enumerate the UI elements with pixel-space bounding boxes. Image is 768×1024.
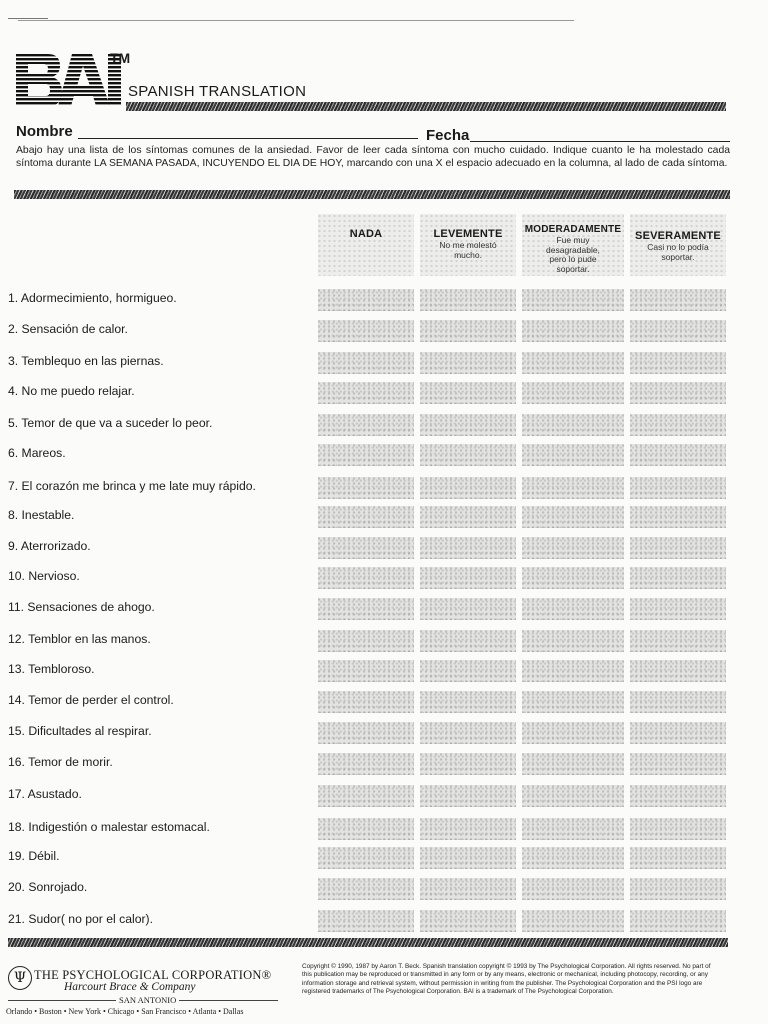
- psi-logo-icon: Ψ: [8, 966, 32, 990]
- publisher-name: THE PSYCHOLOGICAL CORPORATION®: [34, 968, 272, 982]
- response-cell[interactable]: [420, 910, 516, 932]
- column-header-severamente: [630, 230, 726, 262]
- response-cell[interactable]: [420, 477, 516, 499]
- response-cell[interactable]: [522, 598, 624, 620]
- response-cell[interactable]: [420, 289, 516, 311]
- response-cell[interactable]: [630, 477, 726, 499]
- publisher-city: SAN ANTONIO: [116, 995, 179, 1005]
- response-cell[interactable]: [522, 320, 624, 342]
- response-cell[interactable]: [630, 414, 726, 436]
- response-cell[interactable]: [420, 785, 516, 807]
- response-cell[interactable]: [420, 320, 516, 342]
- response-cell[interactable]: [420, 567, 516, 589]
- response-cell[interactable]: [522, 660, 624, 682]
- response-cell[interactable]: [522, 630, 624, 652]
- column-subtitle: Casi no lo podía soportar.: [647, 242, 709, 262]
- response-cell[interactable]: [318, 691, 414, 713]
- symptom-item: 1. Adormecimiento, hormigueo.: [8, 291, 177, 305]
- response-cell[interactable]: [630, 537, 726, 559]
- date-label: Fecha: [426, 127, 470, 144]
- symptom-item: 7. El corazón me brinca y me late muy rápido.: [8, 479, 256, 493]
- response-cell[interactable]: [522, 506, 624, 528]
- symptom-item: 14. Temor de perder el control.: [8, 693, 174, 707]
- response-cell[interactable]: [318, 382, 414, 404]
- symptom-item: 10. Nervioso.: [8, 569, 80, 583]
- symptom-item: 8. Inestable.: [8, 508, 75, 522]
- symptom-item: 15. Dificultades al respirar.: [8, 724, 152, 738]
- symptom-item: 17. Asustado.: [8, 787, 82, 801]
- response-cell[interactable]: [630, 630, 726, 652]
- response-cell[interactable]: [420, 660, 516, 682]
- response-cell[interactable]: [522, 414, 624, 436]
- response-cell[interactable]: [522, 477, 624, 499]
- response-cell[interactable]: [318, 567, 414, 589]
- instructions: Abajo hay una lista de los síntomas comunes de la ansiedad. Favor de leer cada síntoma con mucho cuidado. Indique cuanto le ha molestado cada síntoma durante LA SEMANA PASADA, INCUYENDO EL DIA DE HOY, marcando con una X el espacio adecuado en la columna, al lado de cada síntoma.: [16, 145, 730, 169]
- response-cell[interactable]: [630, 382, 726, 404]
- response-cell[interactable]: [522, 537, 624, 559]
- symptom-item: 6. Mareos.: [8, 446, 66, 460]
- response-cell[interactable]: [420, 537, 516, 559]
- response-cell[interactable]: [630, 598, 726, 620]
- response-cell[interactable]: [630, 567, 726, 589]
- response-cell[interactable]: [318, 818, 414, 840]
- response-cell[interactable]: [522, 818, 624, 840]
- response-cell[interactable]: [420, 691, 516, 713]
- response-cell[interactable]: [630, 847, 726, 869]
- response-cell[interactable]: [318, 785, 414, 807]
- footer-divider: [8, 938, 728, 947]
- symptom-item: 21. Sudor( no por el calor).: [8, 912, 153, 926]
- response-cell[interactable]: [522, 753, 624, 775]
- column-header-nada: [318, 228, 414, 240]
- instructions-divider: [14, 190, 730, 199]
- response-cell[interactable]: [630, 910, 726, 932]
- response-cell[interactable]: [522, 444, 624, 466]
- response-cell[interactable]: [318, 722, 414, 744]
- response-cell[interactable]: [522, 567, 624, 589]
- response-cell[interactable]: [630, 320, 726, 342]
- response-cell[interactable]: [420, 598, 516, 620]
- response-cell[interactable]: [522, 352, 624, 374]
- column-title: LEVEMENTE: [433, 228, 503, 240]
- publisher-cities: Orlando • Boston • New York • Chicago • San Francisco • Atlanta • Dallas: [6, 1007, 244, 1016]
- response-cell[interactable]: [522, 722, 624, 744]
- response-cell[interactable]: [630, 753, 726, 775]
- symptom-item: 4. No me puedo relajar.: [8, 384, 135, 398]
- publisher-logo: [8, 966, 32, 990]
- response-cell[interactable]: [630, 722, 726, 744]
- top-rule: [18, 20, 574, 21]
- response-cell[interactable]: [318, 320, 414, 342]
- response-cell[interactable]: [630, 818, 726, 840]
- name-field[interactable]: [78, 138, 418, 139]
- response-cell[interactable]: [318, 910, 414, 932]
- response-cell[interactable]: [420, 382, 516, 404]
- symptom-item: 20. Sonrojado.: [8, 880, 88, 894]
- response-cell[interactable]: [630, 506, 726, 528]
- date-field[interactable]: [470, 141, 730, 142]
- response-cell[interactable]: [522, 382, 624, 404]
- response-cell[interactable]: [420, 444, 516, 466]
- response-cell[interactable]: [318, 630, 414, 652]
- response-cell[interactable]: [318, 477, 414, 499]
- response-cell[interactable]: [318, 506, 414, 528]
- response-cell[interactable]: [318, 878, 414, 900]
- response-cell[interactable]: [420, 722, 516, 744]
- response-cell[interactable]: [318, 598, 414, 620]
- response-cell[interactable]: [420, 818, 516, 840]
- response-cell[interactable]: [630, 289, 726, 311]
- symptom-item: 16. Temor de morir.: [8, 755, 113, 769]
- response-cell[interactable]: [630, 660, 726, 682]
- symptom-item: 11. Sensaciones de ahogo.: [8, 600, 155, 614]
- response-cell[interactable]: [522, 910, 624, 932]
- column-title: SEVERAMENTE: [635, 230, 721, 242]
- symptom-item: 9. Aterrorizado.: [8, 539, 91, 553]
- response-cell[interactable]: [318, 847, 414, 869]
- symptom-item: 5. Temor de que va a suceder lo peor.: [8, 416, 213, 430]
- symptom-item: 12. Temblor en las manos.: [8, 632, 151, 646]
- response-cell[interactable]: [522, 878, 624, 900]
- symptom-item: 3. Temblequo en las piernas.: [8, 354, 164, 368]
- response-cell[interactable]: [630, 444, 726, 466]
- header-cell-nada: [318, 214, 414, 276]
- symptom-item: 13. Tembloroso.: [8, 662, 95, 676]
- header-divider: [126, 102, 726, 111]
- response-cell[interactable]: [318, 414, 414, 436]
- response-cell[interactable]: [420, 630, 516, 652]
- column-header-moderadamente: [522, 224, 624, 274]
- column-header-levemente: [420, 228, 516, 260]
- response-cell[interactable]: [318, 352, 414, 374]
- response-cell[interactable]: [420, 753, 516, 775]
- symptom-item: 2. Sensación de calor.: [8, 322, 128, 336]
- response-cell[interactable]: [420, 506, 516, 528]
- response-cell[interactable]: [522, 289, 624, 311]
- column-subtitle: Fue muy desagradable, pero lo pude soportar.: [546, 235, 600, 274]
- bai-logo: [14, 50, 124, 110]
- response-cell[interactable]: [318, 289, 414, 311]
- response-cell[interactable]: [420, 414, 516, 436]
- copyright-notice: Copyright © 1990, 1987 by Aaron T. Beck. Spanish translation copyright © 1993 by The Psychological Corporation. All rights reserved. No part of this publication may be reproduced or transmitted in any form or by any means, electronic or mechanical, including photocopy, recording, or any information storage and retrieval system, without permission in writing from the publisher. The Psychological Corporation and the PSI logo are registered trademarks of The Psychological Corporation. BAI is a trademark of The Psychological Corporation.: [302, 963, 711, 995]
- publisher-subname: Harcourt Brace & Company: [64, 981, 196, 993]
- response-cell[interactable]: [420, 352, 516, 374]
- response-cell[interactable]: [630, 785, 726, 807]
- response-cell[interactable]: [318, 444, 414, 466]
- column-title: MODERADAMENTE: [524, 224, 622, 235]
- response-cell[interactable]: [318, 537, 414, 559]
- symptom-item: 19. Débil.: [8, 849, 60, 863]
- response-cell[interactable]: [522, 847, 624, 869]
- response-cell[interactable]: [318, 753, 414, 775]
- response-cell[interactable]: [522, 785, 624, 807]
- response-cell[interactable]: [630, 691, 726, 713]
- response-cell[interactable]: [630, 878, 726, 900]
- response-cell[interactable]: [420, 878, 516, 900]
- response-cell[interactable]: [318, 660, 414, 682]
- column-title: NADA: [349, 228, 383, 240]
- symptom-item: 18. Indigestión o malestar estomacal.: [8, 820, 210, 834]
- response-cell[interactable]: [630, 352, 726, 374]
- page-subtitle: SPANISH TRANSLATION: [128, 83, 307, 100]
- name-label: Nombre: [16, 123, 73, 140]
- response-cell[interactable]: [522, 691, 624, 713]
- column-subtitle: No me molestó mucho.: [439, 240, 497, 260]
- trademark: TM: [110, 50, 131, 66]
- scan-mark: [8, 18, 48, 19]
- response-cell[interactable]: [420, 847, 516, 869]
